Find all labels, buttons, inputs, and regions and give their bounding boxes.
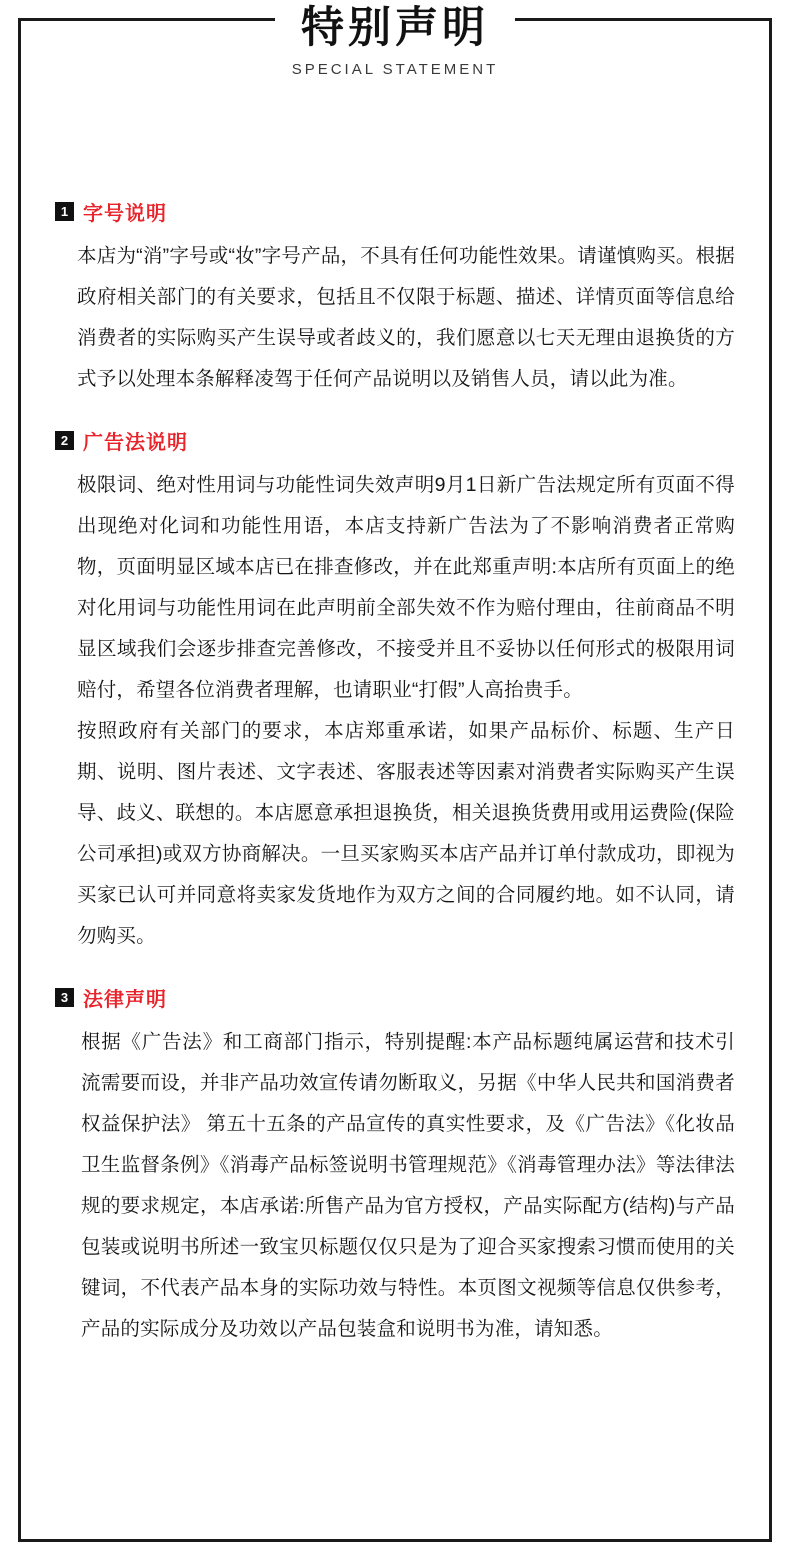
content-frame <box>18 4 772 1542</box>
section-title: 字号说明 <box>83 203 167 225</box>
page-header <box>21 0 769 78</box>
section-title: 法律声明 <box>83 989 167 1011</box>
section-number-badge: 1 <box>55 202 74 221</box>
statement-sections <box>55 197 735 1376</box>
section-number-badge: 2 <box>55 431 74 450</box>
page-subtitle: SPECIAL STATEMENT <box>291 61 499 78</box>
section-header <box>55 197 735 226</box>
section-paragraph: 按照政府有关部门的要求，本店郑重承诺，如果产品标价、标题、生产日期、说明、图片表述、文字表述、客服表述等因素对消费者实际购买产生误导、歧义、联想的。本店愿意承担退换货，相关退换货费用或用运费险(保险公司承担)或双方协商解决。一旦买家购买本店产品并订单付款成功，即视为买家已认可并同意将卖家发货地作为双方之间的合同履约地。如不认同，请勿购买。 <box>77 720 735 947</box>
section-header <box>55 983 735 1012</box>
section-number-badge: 3 <box>55 988 74 1007</box>
section-title: 广告法说明 <box>83 432 188 454</box>
section-paragraph: 极限词、绝对性用词与功能性词失效声明9月1日新广告法规定所有页面不得出现绝对化词和功能性用语，本店支持新广告法为了不影响消费者正常购物，页面明显区域本店已在排查修改，并在此郑重声明:本店所有页面上的绝对化用词与功能性用词在此声明前全部失效不作为赔付理由，往前商品不明显区域我们会逐步排查完善修改，不接受并且不妥协以任何形式的极限用词赔付，希望各位消费者理解，也请职业“打假”人高抬贵手。 <box>77 474 735 701</box>
page-title-wrap <box>275 0 515 57</box>
section-zihao <box>55 197 735 400</box>
section-guanggaofa <box>55 426 735 957</box>
section-paragraph: 根据《广告法》和工商部门指示，特别提醒:本产品标题纯属运营和技术引流需要而设，并非产品功效宣传请勿断取义，另据《中华人民共和国消费者权益保护法》 第五十五条的产品宣传的真实性要求，及《广告法》《化妆品卫生监督条例》《消毒产品标签说明书管理规范》《消毒管理办法》等法律法规的要求规定，本店承诺:所售产品为官方授权，产品实际配方(结构)与产品包装或说明书所述一致宝贝标题仅仅只是为了迎合买家搜索习惯而使用的关键词，不代表产品本身的实际功效与特性。本页图文视频等信息仅供参考，产品的实际成分及功效以产品包装盒和说明书为准，请知悉。 <box>81 1031 735 1340</box>
section-paragraph: 本店为“消”字号或“妆”字号产品，不具有任何功能性效果。请谨慎购买。根据政府相关部门的有关要求，包括且不仅限于标题、描述、详情页面等信息给消费者的实际购买产生误导或者歧义的，我们愿意以七天无理由退换货的方式予以处理本条解释凌驾于任何产品说明以及销售人员，请以此为准。 <box>77 245 735 390</box>
section-falv <box>55 983 735 1350</box>
section-header <box>55 426 735 455</box>
page-title: 特别声明 <box>301 4 489 52</box>
